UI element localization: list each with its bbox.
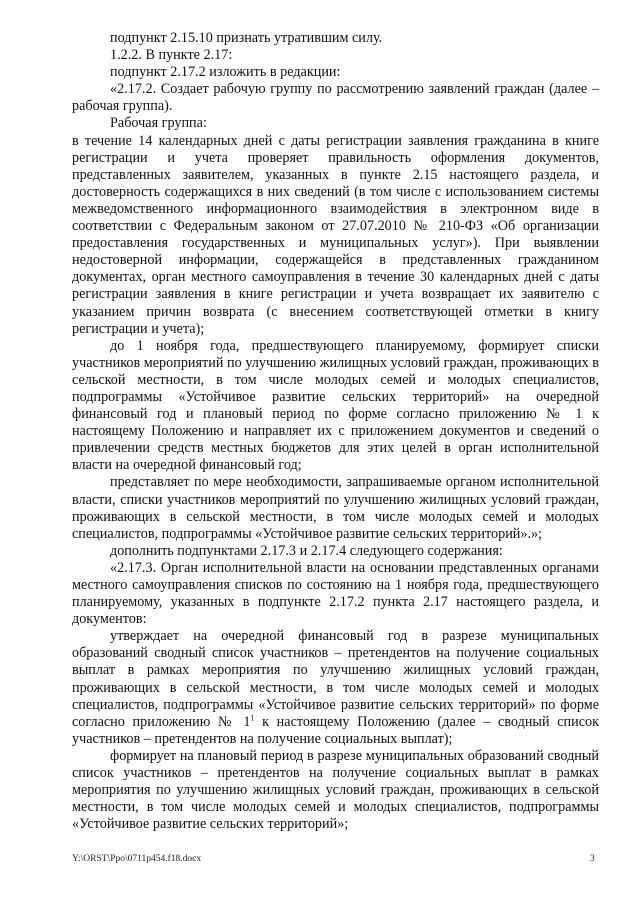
superscript: 1: [250, 713, 255, 723]
paragraph: «2.17.2. Создает рабочую группу по рассмотрению заявлений граждан (далее – рабочая группа).: [72, 81, 599, 115]
paragraph: 1.2.2. В пункте 2.17:: [110, 47, 233, 64]
paragraph: представляет по мере необходимости, запрашиваемые органом исполнительной власти, списки участников мероприятий по улучшению жилищных условий граждан, проживающих в сельской местности, в том числе молодых семей и молодых специалистов, подпрограммы «Устойчивое развитие сельских территорий».»;: [72, 474, 599, 542]
document-body: [72, 30, 599, 833]
paragraph: [72, 628, 599, 748]
footer-file-path: Y:\ORST\Ppo\0711p454.f18.docx: [72, 854, 202, 864]
paragraph: подпункт 2.15.10 признать утратившим силу.: [110, 30, 383, 46]
paragraph: до 1 ноября года, предшествующего планируемому, формирует списки участников мероприятий по улучшению жилищных условий граждан, проживающих в сельской местности, в том числе молодых семей и молодых специалистов, подпрограммы «Устойчивое развитие сельских территорий» на очередной финансовый год и плановый период по форме согласно приложению № 1 к настоящему Положению и направляет их с приложением документов и сведений о привлечении средств местных бюджетов для этих целей в орган исполнительной власти на очередной финансовый год;: [72, 337, 599, 474]
paragraph: «2.17.3. Орган исполнительной власти на основании представленных органами местного самоуправления списков по состоянию на 1 ноября года, предшествующего планируемому, указанных в подпункте 2.17.2 пункта 2.17 настоящего раздела, и документов:: [72, 559, 599, 628]
paragraph: Рабочая группа:: [110, 115, 207, 132]
page-number: 3: [590, 854, 595, 864]
paragraph: дополнить подпунктами 2.17.3 и 2.17.4 следующего содержания:: [110, 542, 503, 559]
paragraph: формирует на плановый период в разрезе муниципальных образований сводный список участников – претендентов на получение социальных выплат в рамках мероприятия по улучшению жилищных условий граждан, проживающих в сельской местности, в том числе молодых семей и молодых специалистов, подпрограммы «Устойчивое развитие сельских территорий»;: [72, 747, 599, 833]
paragraph: подпункт 2.17.2 изложить в редакции:: [110, 64, 341, 81]
paragraph-text: к настоящему Положению (далее – сводный список участников – претендентов на получение социальных выплат);: [72, 713, 599, 747]
paragraph-text: утверждает на очередной финансовый год в разрезе муниципальных образований сводный список участников – претендентов на получение социальных выплат в рамках мероприятия по улучшению жилищных условий граждан, проживающих в сельской местности, в том числе молодых семей и молодых специалистов, подпрограммы «Устойчивое развитие сельских территорий» по форме согласно приложению № 1: [72, 628, 599, 730]
paragraph: в течение 14 календарных дней с даты регистрации заявления гражданина в книге регистрации и учета проверяет правильность оформления документов, представленных заявителем, указанных в пункте 2.15 настоящего раздела, и достоверность содержащихся в них сведений (в том числе с использованием системы межведомственного информационного взаимодействия в электронном виде в соответствии с Федеральным законом от 27.07.2010 № 210-ФЗ «Об организации предоставления государственных и муниципальных услуг»). При выявлении недостоверной информации, содержащейся в представленных гражданином документах, орган местного самоуправления в течение 30 календарных дней с даты регистрации заявления в книге регистрации и учета возвращает их заявителю с указанием причин возврата (с внесением соответствующей отметки в книгу регистрации и учета);: [72, 132, 599, 337]
